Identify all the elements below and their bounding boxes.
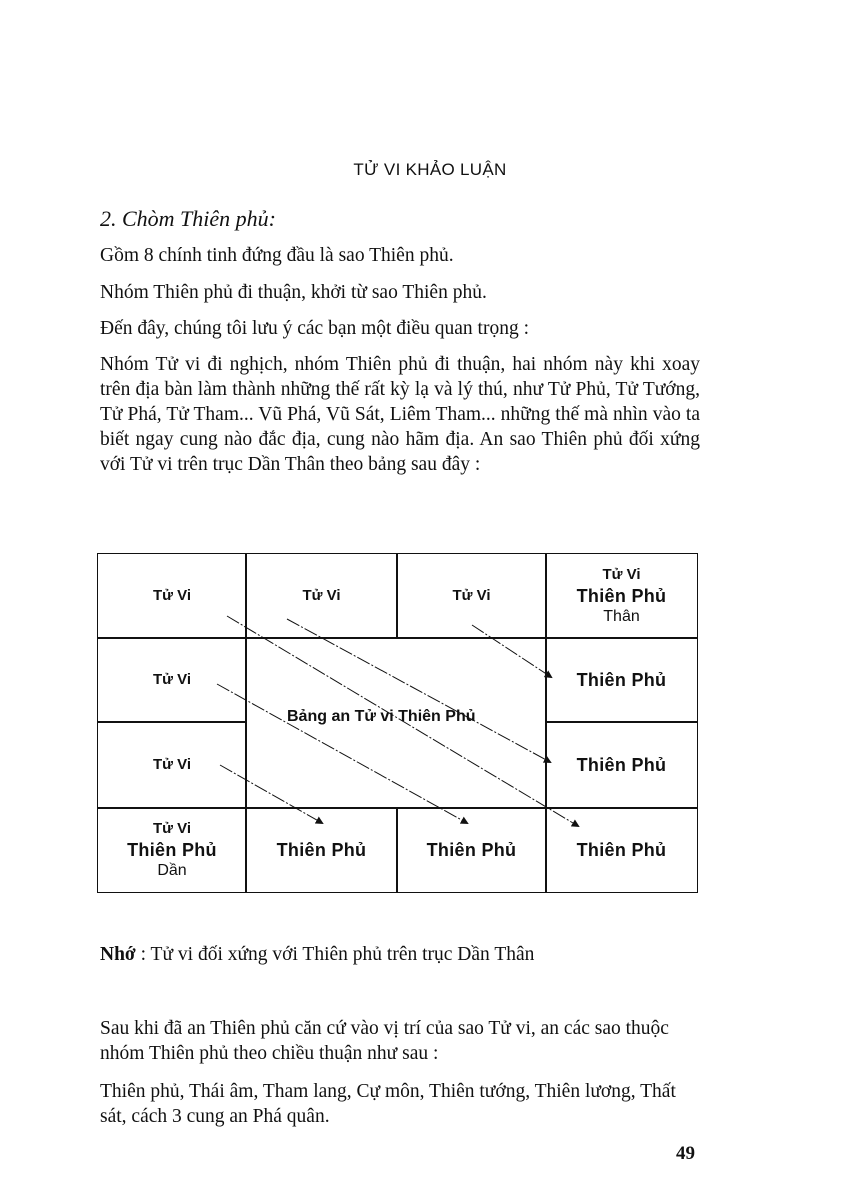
star-label: Tử Vi [152, 820, 192, 837]
star-label: Thiên Phủ [127, 840, 217, 860]
star-label: Tử Vi [452, 587, 491, 604]
star-label: Tử Vi [152, 671, 192, 688]
table-title: Bảng an Tử vi Thiên Phủ [287, 708, 476, 725]
arrow-ngo-tuat [287, 619, 550, 762]
note-label: Nhớ [100, 944, 136, 965]
arrow-mao-suu [220, 765, 322, 823]
palace-label: Dần [157, 862, 187, 879]
arrow-mui-dau [472, 625, 551, 677]
star-label: Thiên Phủ [576, 755, 667, 775]
palace-label: Thân [603, 608, 640, 625]
star-label: Thiên Phủ [576, 586, 667, 606]
paragraph: Nhóm Thiên phủ đi thuận, khởi từ sao Thiên phủ. [100, 282, 487, 303]
star-label: Thiên Phủ [576, 840, 667, 860]
paragraph: Sau khi đã an Thiên phủ căn cứ vào vị trí của sao Tử vi, an các sao thuộc nhóm Thiên phủ theo chiều thuận như sau : [100, 1018, 669, 1064]
page-number: 49 [676, 1143, 695, 1164]
paragraph: Nhóm Tử vi đi nghịch, nhóm Thiên phủ đi thuận, hai nhóm này khi xoay trên địa bàn làm thành những thế rất kỳ lạ và lý thú, như Tử Phủ, Tử Tướng, Tử Phá, Tử Tham... Vũ Phá, Vũ Sát, Liêm Tham... những thế mà nhìn vào ta biết ngay cung nào đắc địa, cung nào hãm địa. An sao Thiên phủ đối xứng với Tử vi trên trục Dần Thân theo bảng sau đây : [100, 354, 700, 475]
paragraph: Thiên phủ, Thái âm, Tham lang, Cự môn, Thiên tướng, Thiên lương, Thất sát, cách 3 cung an Phá quân. [100, 1081, 676, 1127]
star-label: Tử Vi [152, 587, 192, 604]
star-label: Thiên Phủ [276, 840, 367, 860]
tu-vi-thien-phu-table [97, 553, 698, 893]
note [100, 942, 700, 967]
arrow-thin-ti [217, 684, 467, 823]
paragraph: Gồm 8 chính tinh đứng đầu là sao Thiên phủ. [100, 245, 454, 266]
star-label: Thiên Phủ [576, 670, 667, 690]
paragraph: Đến đây, chúng tôi lưu ý các bạn một điều quan trọng : [100, 318, 529, 339]
running-header: TỬ VI KHẢO LUẬN [353, 160, 507, 179]
star-label: Tử Vi [302, 587, 341, 604]
star-label: Thiên Phủ [426, 840, 517, 860]
star-label: Tử Vi [602, 566, 641, 583]
note-text: : Tử vi đối xứng với Thiên phủ trên trục Dần Thân [135, 944, 535, 965]
section-title: 2. Chòm Thiên phủ: [100, 206, 276, 231]
star-label: Tử Vi [152, 756, 192, 773]
